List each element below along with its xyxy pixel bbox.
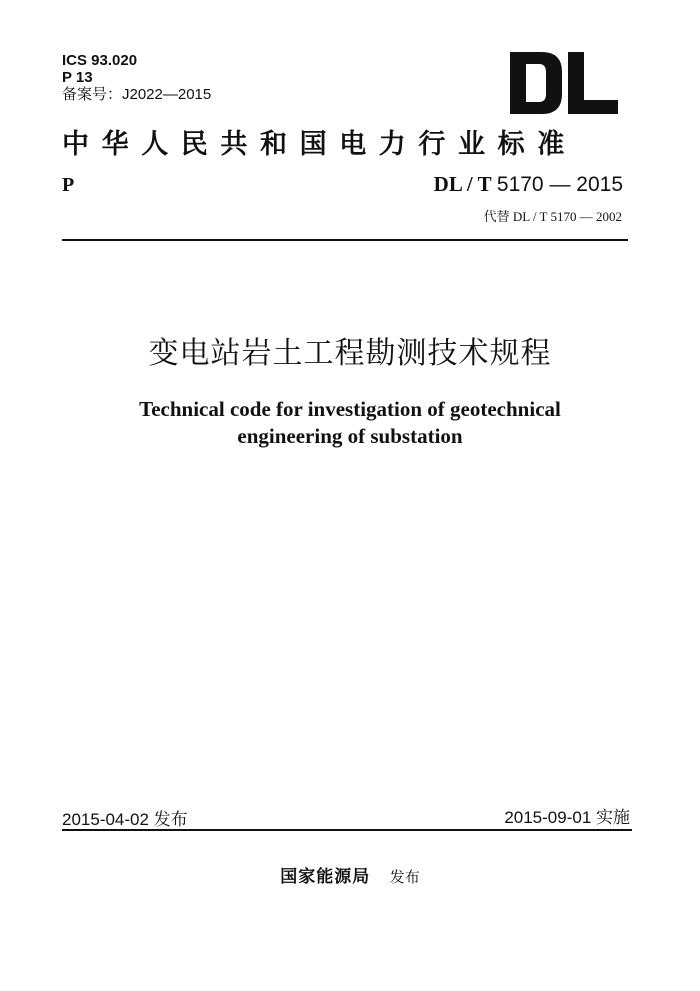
- publisher-action: 发布: [389, 868, 420, 886]
- dl-logo-graphic: [508, 50, 620, 116]
- classification-block: [62, 52, 211, 103]
- publisher: [0, 862, 700, 887]
- ics-code: ICS 93.020: [62, 52, 138, 69]
- english-title-line-1: Technical code for investigation of geotechnical: [139, 397, 561, 421]
- standard-number: [434, 172, 623, 197]
- standard-code: 5170 — 2015: [496, 173, 623, 196]
- replaces-standard: 代替 DL / T 5170 — 2002: [483, 209, 622, 224]
- dl-logo: [508, 50, 620, 116]
- standard-prefix: DL / T: [433, 172, 492, 196]
- publisher-organization: 国家能源局: [280, 867, 371, 887]
- implement-date: 2015-09-01 实施: [504, 808, 630, 827]
- p-class: P: [62, 174, 75, 196]
- bottom-divider: [62, 829, 632, 831]
- top-divider: [62, 239, 628, 241]
- standard-category: 中华人民共和国电力行业标准: [62, 129, 577, 160]
- record-number: 备案号：J2022—2015: [62, 86, 212, 103]
- english-title-line-2: engineering of substation: [237, 424, 463, 448]
- document-title-chinese: 变电站岩土工程勘测技术规程: [148, 336, 552, 371]
- p-code: P 13: [62, 69, 93, 86]
- publish-date: 2015-04-02 发布: [62, 810, 188, 829]
- document-title-english: [0, 396, 700, 450]
